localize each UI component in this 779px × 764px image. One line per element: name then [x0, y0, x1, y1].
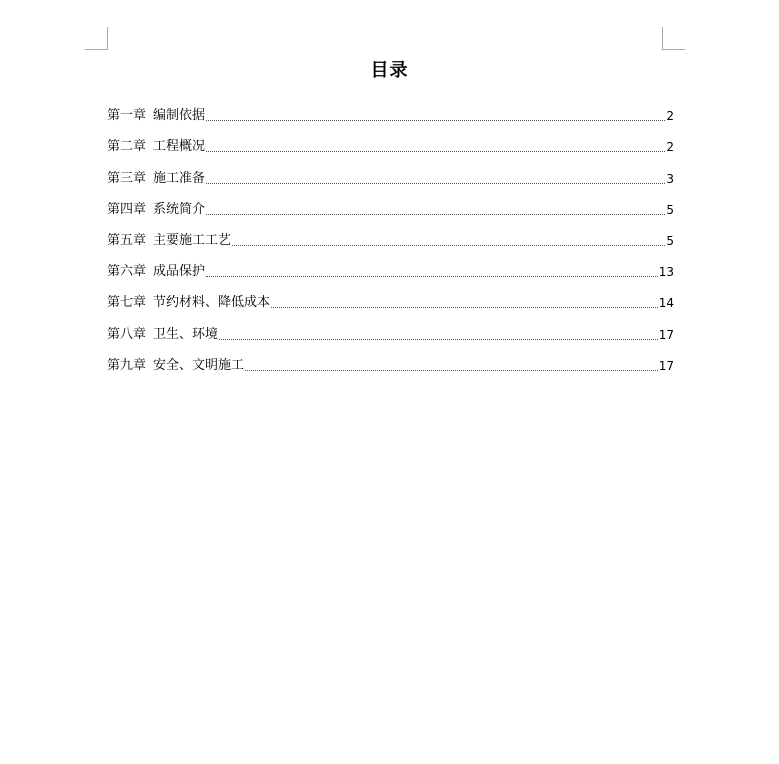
- toc-dot-leader: [206, 275, 658, 277]
- toc-entry[interactable]: [107, 125, 674, 156]
- toc-page-number: 14: [658, 296, 674, 311]
- toc-chapter-title: 编制依据: [153, 108, 206, 124]
- toc-page-number: 13: [658, 265, 674, 280]
- toc-dot-leader: [206, 119, 665, 121]
- toc-chapter-title: 系统简介: [153, 201, 206, 217]
- top-right-margin-mark: [662, 27, 685, 50]
- toc-chapter-number: 第四章: [107, 201, 147, 217]
- toc-entry[interactable]: [107, 219, 674, 250]
- toc-chapter-number: 第六章: [107, 264, 147, 280]
- toc-chapter-number: 第九章: [107, 357, 147, 373]
- toc-page-number: 2: [666, 140, 674, 155]
- toc-dot-leader: [271, 306, 658, 308]
- toc-entry[interactable]: [107, 156, 674, 187]
- toc-entry[interactable]: [107, 281, 674, 312]
- toc-chapter-title: 卫生、环境: [153, 326, 219, 342]
- toc-entry[interactable]: [107, 344, 674, 375]
- toc-page-number: 2: [666, 109, 674, 124]
- toc-chapter-title: 节约材料、降低成本: [153, 295, 271, 311]
- toc-page-number: 5: [666, 233, 674, 248]
- toc-chapter-title: 工程概况: [153, 139, 206, 155]
- toc-entry[interactable]: [107, 94, 674, 125]
- toc-title: 目录: [370, 60, 409, 81]
- toc-entry[interactable]: [107, 312, 674, 343]
- toc-chapter-number: 第三章: [107, 170, 147, 186]
- toc-entry[interactable]: [107, 188, 674, 219]
- toc-chapter-number: 第七章: [107, 295, 147, 311]
- toc-page-number: 5: [666, 202, 674, 217]
- toc-chapter-number: 第八章: [107, 326, 147, 342]
- toc-chapter-number: 第五章: [107, 232, 147, 248]
- toc-dot-leader: [206, 213, 665, 215]
- top-left-margin-mark: [85, 27, 108, 50]
- toc-chapter-title: 安全、文明施工: [153, 357, 245, 373]
- toc-entry[interactable]: [107, 250, 674, 281]
- toc-chapter-number: 第二章: [107, 139, 147, 155]
- toc-chapter-title: 成品保护: [153, 264, 206, 280]
- table-of-contents: [107, 94, 674, 375]
- toc-dot-leader: [219, 338, 658, 340]
- toc-dot-leader: [232, 244, 665, 246]
- toc-chapter-number: 第一章: [107, 108, 147, 124]
- toc-page-number: 3: [666, 171, 674, 186]
- toc-dot-leader: [206, 182, 665, 184]
- toc-dot-leader: [245, 369, 658, 371]
- toc-dot-leader: [206, 150, 665, 152]
- toc-chapter-title: 施工准备: [153, 170, 206, 186]
- toc-page-number: 17: [658, 358, 674, 373]
- toc-chapter-title: 主要施工工艺: [153, 232, 232, 248]
- toc-page-number: 17: [658, 327, 674, 342]
